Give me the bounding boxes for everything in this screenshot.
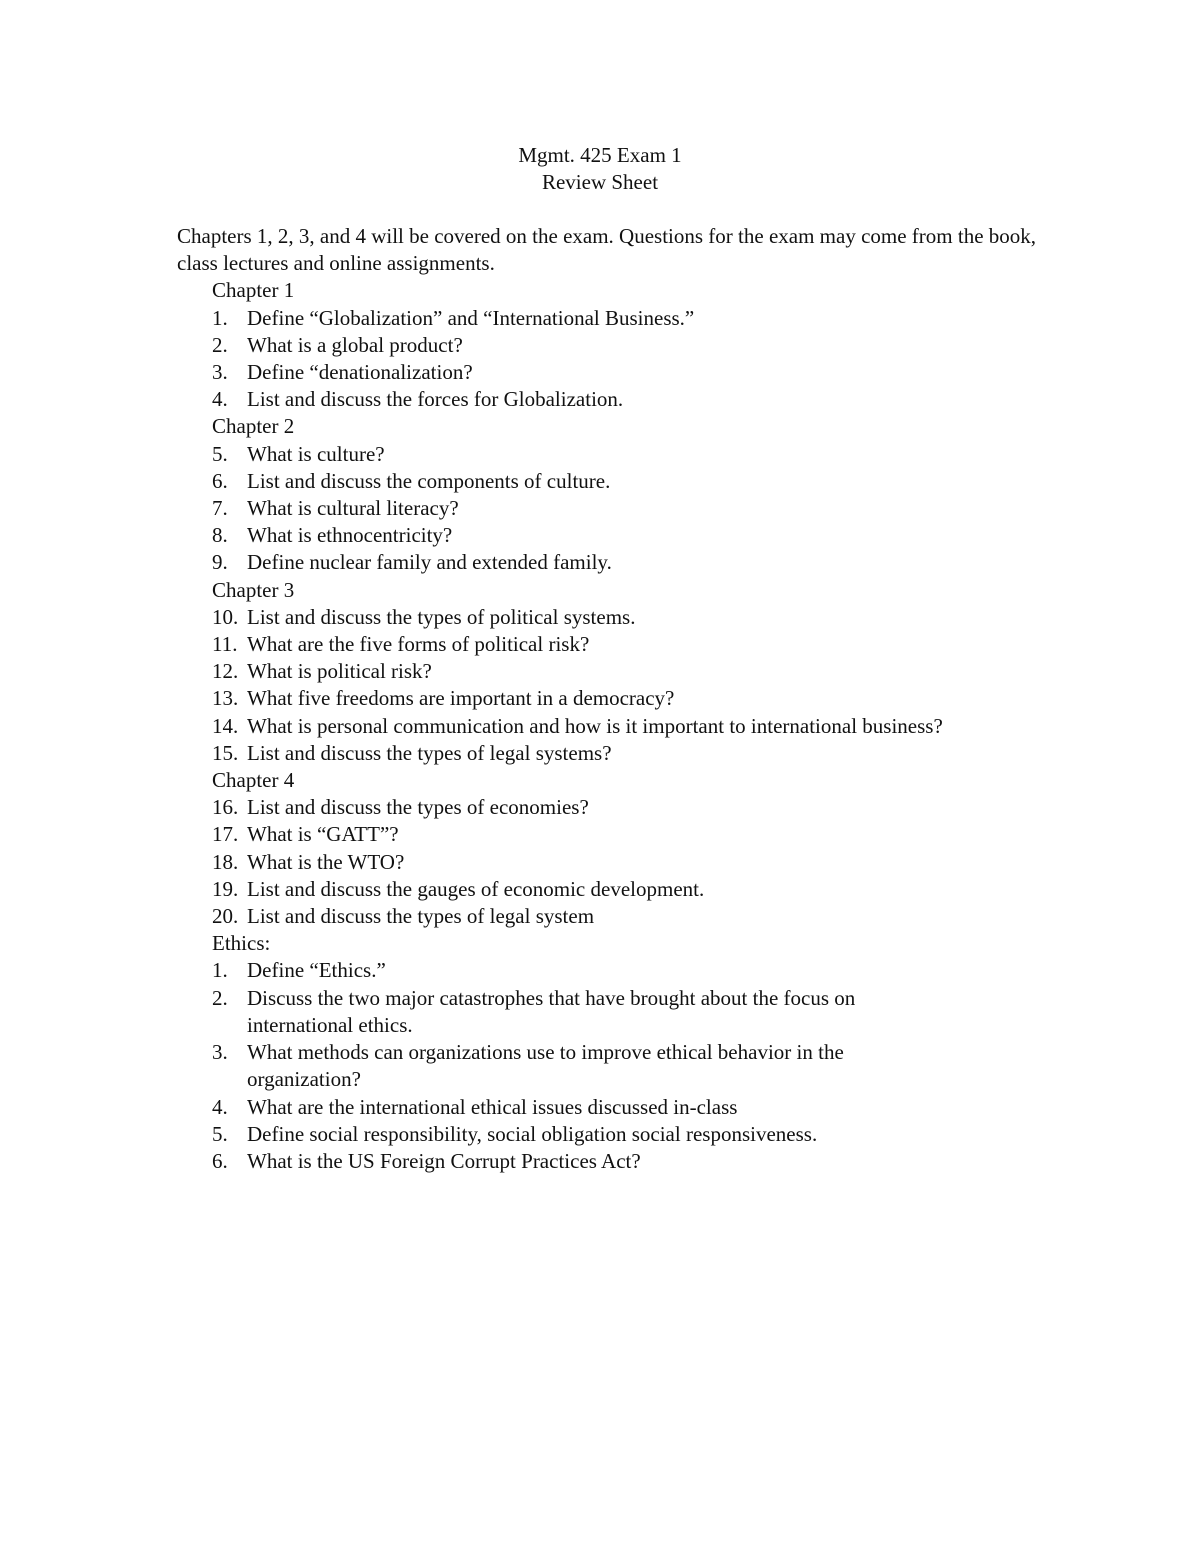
- document-title: Mgmt. 425 Exam 1: [518, 143, 682, 167]
- question-text: What is “GATT”?: [247, 822, 399, 847]
- intro-paragraph: Chapters 1, 2, 3, and 4 will be covered on the exam. Questions for the exam may come from the book, class lectures and online assignments.: [177, 224, 1037, 276]
- question-number: 9.: [212, 550, 228, 575]
- question-number: 20.: [212, 904, 239, 929]
- question-number: 7.: [212, 496, 228, 521]
- section-heading: Chapter 4: [212, 768, 295, 793]
- question-text: What is personal communication and how is it important to international business?: [247, 713, 943, 738]
- question-item: [177, 794, 1037, 821]
- sections-list: [177, 277, 1037, 1175]
- question-text: Define nuclear family and extended family.: [247, 550, 612, 575]
- question-item: [177, 441, 1037, 468]
- question-item: [177, 849, 1037, 876]
- question-number: 6.: [212, 468, 228, 493]
- question-text: Define social responsibility, social obligation social responsiveness.: [247, 1121, 818, 1146]
- question-number: 17.: [212, 822, 239, 847]
- question-number: 19.: [212, 876, 239, 901]
- question-number: 2.: [212, 332, 228, 357]
- question-item: [177, 876, 1037, 903]
- question-number: 12.: [212, 659, 239, 684]
- question-item: [177, 468, 1037, 495]
- question-item: [177, 821, 1037, 848]
- question-item: [177, 957, 1037, 984]
- question-text: Define “denationalization?: [247, 360, 473, 385]
- question-text: List and discuss the forces for Globalization.: [247, 387, 624, 412]
- question-text: List and discuss the types of legal systems?: [247, 740, 612, 765]
- question-text: What are the five forms of political risk?: [247, 632, 590, 657]
- question-text: What methods can organizations use to improve ethical behavior in the organization?: [247, 1040, 844, 1092]
- section-heading: Chapter 1: [212, 278, 295, 303]
- question-number: 3.: [212, 360, 228, 385]
- question-item: [177, 1121, 1037, 1148]
- question-item: [177, 386, 1037, 413]
- question-text: List and discuss the types of legal system: [247, 904, 595, 929]
- document-subtitle: Review Sheet: [541, 170, 659, 194]
- question-text: Define “Globalization” and “International Business.”: [247, 305, 695, 330]
- question-item: [177, 522, 1037, 549]
- question-number: 4.: [212, 1094, 228, 1119]
- question-item: [177, 658, 1037, 685]
- question-number: 1.: [212, 958, 228, 983]
- question-item: [177, 332, 1037, 359]
- question-number: 5.: [212, 441, 228, 466]
- question-text: List and discuss the components of culture.: [247, 468, 611, 493]
- question-text: List and discuss the types of political systems.: [247, 604, 636, 629]
- question-item: [177, 495, 1037, 522]
- question-item: [177, 631, 1037, 658]
- question-number: 18.: [212, 849, 239, 874]
- section-heading: Ethics:: [212, 931, 271, 956]
- question-text: What are the international ethical issues discussed in-class: [247, 1094, 738, 1119]
- question-number: 10.: [212, 604, 239, 629]
- question-item: [177, 713, 1037, 740]
- question-text: What five freedoms are important in a democracy?: [247, 686, 675, 711]
- document-body: [177, 223, 1037, 1175]
- question-item: [177, 1039, 1037, 1093]
- section-heading: Chapter 2: [212, 414, 295, 439]
- question-text: What is political risk?: [247, 659, 432, 684]
- question-text: What is the US Foreign Corrupt Practices Act?: [247, 1148, 641, 1173]
- title-block: [0, 142, 1200, 196]
- question-number: 5.: [212, 1121, 228, 1146]
- question-item: [177, 685, 1037, 712]
- question-number: 2.: [212, 985, 228, 1010]
- question-item: [177, 1148, 1037, 1175]
- question-item: [177, 740, 1037, 767]
- question-item: [177, 359, 1037, 386]
- question-text: What is a global product?: [247, 332, 463, 357]
- question-item: [177, 1094, 1037, 1121]
- question-number: 4.: [212, 387, 228, 412]
- question-item: [177, 903, 1037, 930]
- question-number: 8.: [212, 523, 228, 548]
- question-text: What is ethnocentricity?: [247, 523, 453, 548]
- question-number: 13.: [212, 686, 239, 711]
- question-item: [177, 985, 1037, 1039]
- question-number: 16.: [212, 795, 239, 820]
- question-text: Discuss the two major catastrophes that have brought about the focus on international ethics.: [247, 985, 856, 1037]
- question-text: What is the WTO?: [247, 849, 405, 874]
- question-number: 6.: [212, 1148, 228, 1173]
- question-item: [177, 604, 1037, 631]
- question-text: List and discuss the gauges of economic development.: [247, 876, 705, 901]
- question-number: 15.: [212, 740, 239, 765]
- question-text: List and discuss the types of economies?: [247, 795, 589, 820]
- question-item: [177, 305, 1037, 332]
- question-number: 14.: [212, 713, 239, 738]
- question-number: 11.: [212, 632, 238, 657]
- question-text: What is culture?: [247, 441, 385, 466]
- question-item: [177, 549, 1037, 576]
- section-heading: Chapter 3: [212, 577, 295, 602]
- question-number: 1.: [212, 305, 228, 330]
- question-text: Define “Ethics.”: [247, 958, 386, 983]
- question-text: What is cultural literacy?: [247, 496, 459, 521]
- question-number: 3.: [212, 1040, 228, 1065]
